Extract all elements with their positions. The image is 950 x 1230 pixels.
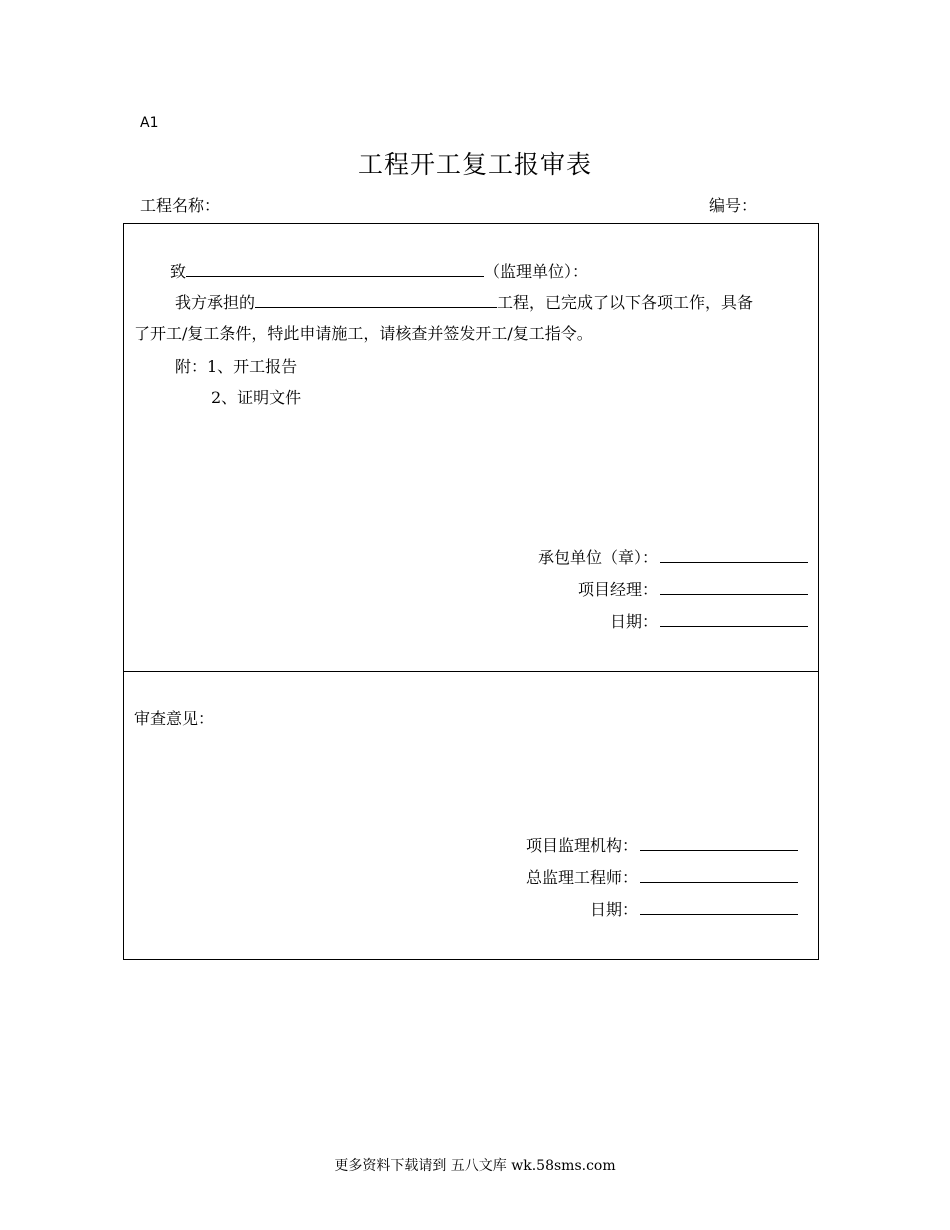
contractor-row [538, 545, 808, 568]
chief-engineer-row [526, 865, 798, 888]
section-divider [124, 671, 818, 672]
review-date-label: 日期： [589, 900, 638, 919]
to-suffix: （监理单位）： [484, 262, 589, 281]
chief-engineer-field[interactable] [640, 867, 798, 883]
supervision-org-label: 项目监理机构： [525, 836, 638, 855]
form-table [123, 223, 819, 960]
manager-field[interactable] [660, 579, 808, 595]
line1-suffix: 工程，已完成了以下各项工作，具备 [497, 293, 754, 312]
application-date-label: 日期： [609, 612, 658, 631]
supervision-org-row [526, 833, 798, 856]
manager-label: 项目经理： [577, 580, 658, 599]
contractor-label: 承包单位（章）： [537, 548, 658, 567]
supervisor-unit-field[interactable] [186, 261, 484, 277]
footer-text: 更多资料下载请到 五八文库 wk.58sms.com [334, 1158, 616, 1174]
project-name-label: 工程名称： [140, 196, 221, 215]
application-line-1 [175, 290, 753, 313]
review-date-field[interactable] [640, 899, 798, 915]
manager-row [578, 577, 808, 600]
page-title: 工程开工复工报审表 [357, 150, 592, 179]
chief-engineer-label: 总监理工程师： [525, 868, 638, 887]
form-id: A1 [140, 115, 159, 131]
review-opinion-label: 审查意见： [134, 709, 215, 728]
to-line [170, 259, 588, 282]
to-prefix: 致 [170, 262, 187, 281]
number-label: 编号： [709, 196, 758, 215]
attachment-1: 附：1、开工报告 [175, 357, 298, 376]
contractor-field[interactable] [660, 547, 808, 563]
line1-prefix: 我方承担的 [175, 293, 256, 312]
project-field[interactable] [255, 292, 497, 308]
review-date-row [590, 897, 798, 920]
application-date-row [610, 609, 808, 632]
supervision-org-field[interactable] [640, 835, 798, 851]
attachment-2: 2、证明文件 [211, 388, 302, 407]
application-date-field[interactable] [660, 611, 808, 627]
application-line-2: 了开工/复工条件，特此申请施工，请核查并签发开工/复工指令。 [134, 324, 593, 343]
